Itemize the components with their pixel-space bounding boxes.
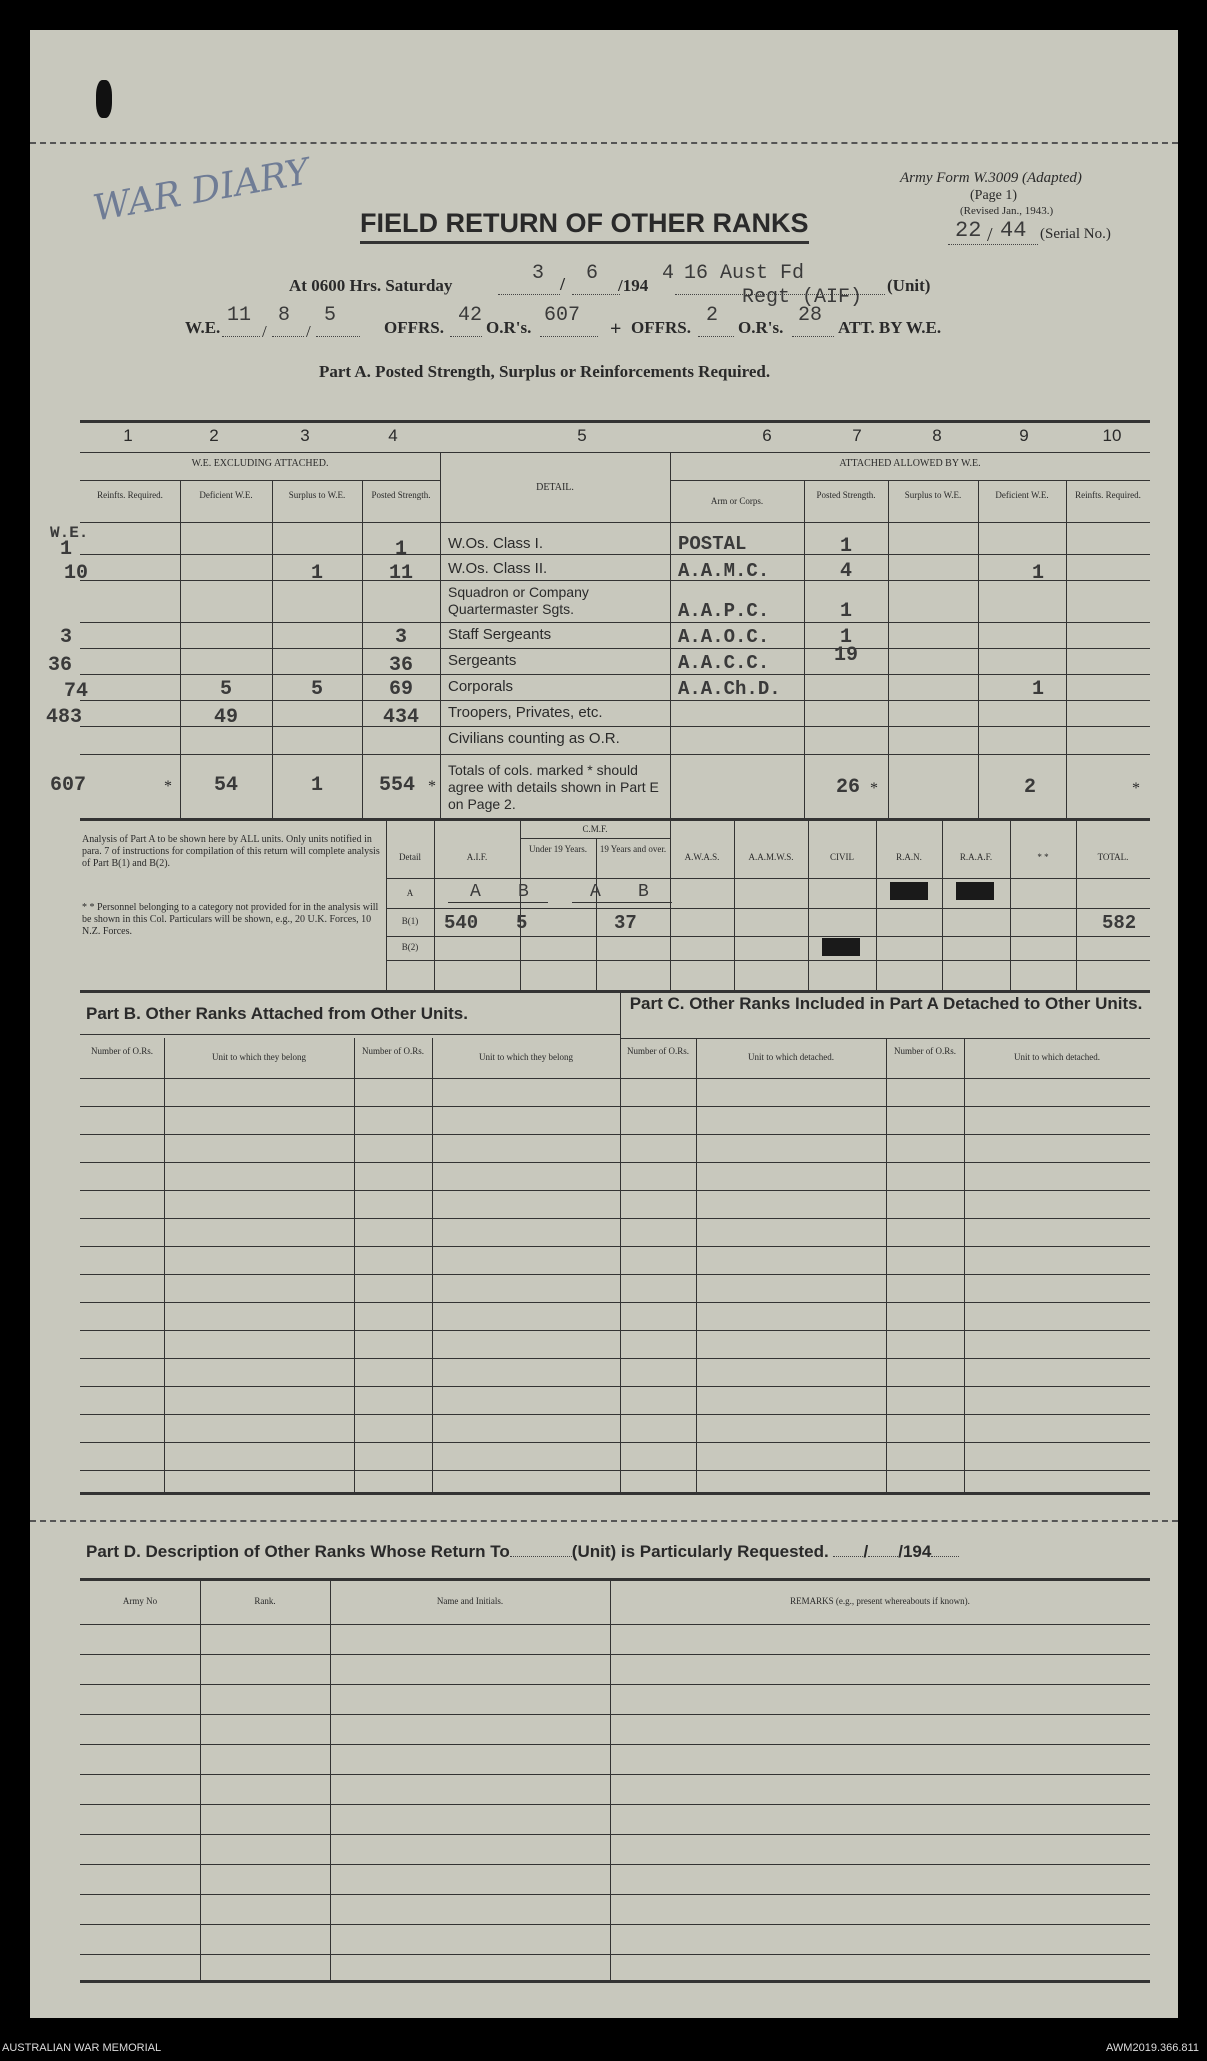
offrs2-line — [698, 336, 734, 337]
redaction-mark — [822, 938, 860, 956]
col-number: 3 — [300, 426, 310, 445]
analysis-vline — [942, 818, 943, 990]
table-row — [80, 1246, 1150, 1247]
col-number: 8 — [932, 426, 942, 445]
row-reinfts: 1 — [60, 538, 73, 561]
row-posted-att: 1 — [839, 535, 852, 558]
group-left-header: W.E. EXCLUDING ATTACHED. — [191, 458, 329, 469]
table-a-vline — [272, 480, 273, 818]
cmf-underline — [572, 902, 672, 903]
analysis-line — [520, 838, 670, 839]
table-row — [80, 1834, 1150, 1835]
d-vline — [330, 1578, 331, 1980]
row-reinfts: 10 — [64, 562, 89, 585]
row-detail: Troopers, Privates, etc. — [448, 704, 603, 721]
table-a-vline — [440, 452, 441, 818]
serial-b: 44 — [1000, 218, 1027, 243]
table-row — [80, 1414, 1150, 1415]
row-arm: A.A.Ch.D. — [678, 678, 781, 700]
table-row — [80, 1894, 1150, 1895]
col-number: 6 — [762, 426, 772, 445]
row-detail: W.Os. Class I. — [448, 535, 544, 552]
table-row — [80, 1190, 1150, 1191]
month-line — [572, 294, 620, 295]
d-top — [80, 1578, 1150, 1581]
row-arm: A.A.P.C. — [678, 600, 770, 622]
hdr-reinfts: Reinfts. Required. — [97, 490, 163, 500]
date-slash: / — [560, 274, 566, 294]
footer-archive: AUSTRALIAN WAR MEMORIAL — [2, 2042, 162, 2054]
raaf-header: R.A.A.F. — [959, 852, 993, 862]
analysis-vline — [434, 818, 435, 990]
col-number: 5 — [577, 426, 587, 445]
aamws-header: A.A.M.W.S. — [748, 852, 794, 862]
col-number: 10 — [1102, 426, 1122, 445]
table-row — [80, 1302, 1150, 1303]
d-header-bottom — [80, 1624, 1150, 1625]
row-label-b1: B(1) — [401, 916, 419, 926]
part-d-unit-blank — [510, 1556, 572, 1557]
part-b-title: Part B. Other Ranks Attached from Other Units. — [86, 1004, 468, 1023]
table-a-vline — [180, 480, 181, 818]
serial-line — [948, 244, 1038, 245]
row-posted-att: 4 — [839, 560, 852, 583]
ors2-line — [792, 336, 834, 337]
d-hdr-remarks: REMARKS (e.g., present whereabouts if known). — [790, 1596, 970, 1606]
table-a-line — [80, 674, 1150, 675]
row-label-b2: B(2) — [401, 942, 419, 952]
hdr-arm: Arm or Corps. — [710, 496, 764, 506]
b-hdr-unit: Unit to which they belong — [212, 1052, 306, 1062]
table-row — [80, 1954, 1150, 1955]
ran-header: R.A.N. — [896, 852, 922, 862]
d-vline — [610, 1578, 611, 1980]
analysis-vline — [386, 818, 387, 990]
col-number: 1 — [123, 426, 133, 445]
row-posted-att: 1 — [839, 600, 852, 623]
analysis-note-2: * * Personnel belonging to a category not provided for in the analysis will be shown in this Col. Particulars will be shown, e.g., 20 U.K. Forces, 10 N.Z. Forces. — [82, 902, 379, 937]
year-prefix: /194 — [618, 276, 649, 295]
total-deficient: 54 — [213, 774, 238, 797]
offrs-value: 42 — [458, 304, 483, 327]
aif-header: A.I.F. — [466, 852, 488, 862]
c-hdr-num-2: Number of O.Rs. — [894, 1046, 956, 1056]
part-d-title — [86, 1542, 959, 1562]
unit-label: (Unit) — [887, 276, 931, 295]
bc-line — [80, 1034, 620, 1035]
group-right-header: ATTACHED ALLOWED BY W.E. — [839, 458, 981, 469]
row-surplus: 5 — [310, 678, 323, 701]
col-number: 9 — [1019, 426, 1029, 445]
table-a-line — [80, 554, 1150, 555]
row-detail: Squadron or Company Quartermaster Sgts. — [448, 584, 589, 617]
hdr-posted: Posted Strength. — [371, 490, 431, 500]
punch-hole — [96, 80, 112, 118]
offrs2-value: 2 — [706, 304, 719, 327]
offrs2-label: OFFRS. — [631, 318, 691, 337]
table-a-line — [80, 648, 1150, 649]
aif-underline — [448, 902, 548, 903]
d-hdr-rank: Rank. — [254, 1596, 276, 1606]
ors-label: O.R's. — [486, 318, 532, 337]
row-arm: A.A.C.C. — [678, 652, 770, 674]
we-label: W.E. — [185, 318, 221, 337]
table-row — [80, 1470, 1150, 1471]
redaction-mark — [956, 882, 994, 900]
total-posted-att-star: * — [870, 780, 878, 797]
month-value: 6 — [586, 262, 599, 285]
plus-sign: + — [610, 318, 622, 340]
analysis-detail-header: Detail — [399, 852, 421, 862]
table-row — [80, 1386, 1150, 1387]
row-detail: Corporals — [448, 678, 514, 695]
table-row — [80, 1106, 1150, 1107]
row-detail: Civilians counting as O.R. — [448, 730, 620, 747]
ors-line — [540, 336, 598, 337]
table-a-line — [80, 480, 440, 481]
we-a: 11 — [227, 304, 252, 327]
footer-accession: AWM2019.366.811 — [1106, 2042, 1199, 2054]
awas-header: A.W.A.S. — [684, 852, 720, 862]
table-row — [80, 1864, 1150, 1865]
cmf-a-mark: A — [590, 882, 601, 902]
row-posted: 434 — [382, 706, 419, 729]
detail-header: DETAIL. — [536, 482, 574, 493]
aif-b-mark: B — [518, 882, 529, 902]
part-d-date-blank — [868, 1556, 898, 1557]
row-detail: Sergeants — [448, 652, 517, 669]
analysis-line — [386, 936, 1150, 937]
row-posted: 36 — [388, 654, 413, 677]
row-deficient-att: 1 — [1031, 678, 1044, 701]
perforation-line — [30, 142, 1178, 144]
table-row — [80, 1274, 1150, 1275]
table-row — [80, 1774, 1150, 1775]
table-row — [80, 1744, 1150, 1745]
bc-bottom — [80, 1492, 1150, 1495]
table-a-top — [80, 420, 1150, 423]
serial-a: 22 — [955, 218, 982, 243]
row-posted-att: 19 — [833, 644, 858, 667]
row-reinfts: 3 — [60, 626, 73, 649]
row-reinfts: 36 — [48, 654, 73, 677]
row-posted-att: 1 — [839, 626, 852, 649]
total-posted-star: * — [428, 778, 436, 795]
row-detail: W.Os. Class II. — [448, 560, 548, 577]
total-deficient-att: 2 — [1023, 776, 1036, 799]
bc-header-bottom — [80, 1078, 1150, 1079]
row-detail: Staff Sergeants — [448, 626, 552, 643]
table-a-line — [80, 818, 1150, 821]
revised-date: (Revised Jan., 1943.) — [960, 205, 1054, 217]
analysis-line — [386, 960, 1150, 961]
analysis-vline — [808, 818, 809, 990]
analysis-vline — [1076, 818, 1077, 990]
day-value: 3 — [532, 262, 545, 285]
table-a-line — [80, 754, 1150, 755]
year-digit: 4 — [662, 262, 675, 285]
total-posted: 554 — [378, 774, 415, 797]
d-hdr-army-no: Army No — [122, 1596, 158, 1606]
cmf-header: C.M.F. — [582, 824, 608, 834]
we-slash-1: / — [262, 322, 267, 341]
hdr-surplus-att: Surplus to W.E. — [904, 490, 962, 500]
table-a-vline — [1066, 480, 1067, 818]
perforation-line — [30, 1520, 1178, 1522]
civil-header: CIVIL — [830, 852, 854, 862]
row-reinfts: 74 — [64, 680, 89, 703]
col-number: 7 — [852, 426, 862, 445]
b1-aif-a: 540 — [444, 912, 479, 934]
at-label: At 0600 Hrs. Saturday — [289, 276, 453, 295]
offrs-line — [450, 336, 482, 337]
serial-slash: / — [987, 224, 993, 246]
total-header: TOTAL. — [1097, 852, 1129, 862]
hdr-posted-att: Posted Strength. — [816, 490, 876, 500]
analysis-vline — [596, 838, 597, 990]
table-row — [80, 1442, 1150, 1443]
table-a-line — [80, 522, 1150, 523]
part-d-title-b: (Unit) is Particularly Requested. — [571, 1542, 829, 1561]
part-a-title: Part A. Posted Strength, Surplus or Reinforcements Required. — [319, 362, 771, 381]
cmf-b-mark: B — [638, 882, 649, 902]
column-numbers — [80, 426, 1150, 446]
total-reinfts-att-star: * — [1132, 780, 1140, 797]
row-label-a: A — [406, 888, 414, 898]
serial-label: (Serial No.) — [1040, 226, 1111, 242]
b1-cmf: 37 — [614, 912, 637, 934]
part-c-title: Part C. Other Ranks Included in Part A Detached to Other Units. — [629, 994, 1143, 1013]
table-row — [80, 1162, 1150, 1163]
table-a-line — [80, 622, 1150, 623]
table-a-line — [670, 480, 1150, 481]
analysis-vline — [670, 818, 671, 990]
we-b: 8 — [278, 304, 291, 327]
b1-total: 582 — [1102, 912, 1137, 934]
row-posted: 69 — [388, 678, 413, 701]
d-vline — [200, 1578, 201, 1980]
day-line — [498, 294, 560, 295]
we-margin-label: W.E. — [50, 524, 89, 542]
table-row — [80, 1358, 1150, 1359]
under-19-header: Under 19 Years. — [529, 844, 587, 854]
table-a-line — [80, 452, 1150, 453]
part-d-date-blank — [931, 1556, 959, 1557]
analysis-vline — [734, 818, 735, 990]
total-reinfts: 607 — [50, 774, 87, 797]
redaction-mark — [890, 882, 928, 900]
total-surplus: 1 — [310, 774, 323, 797]
we-c: 5 — [324, 304, 337, 327]
b-hdr-num: Number of O.Rs. — [91, 1046, 153, 1056]
totals-note: Totals of cols. marked * should agree with details shown in Part E on Page 2. — [448, 762, 659, 812]
analysis-line — [386, 878, 1150, 879]
handwritten-war-diary: WAR DIARY — [90, 151, 313, 230]
table-a-vline — [978, 480, 979, 818]
ors2-value: 28 — [798, 304, 823, 327]
hdr-deficient: Deficient W.E. — [199, 490, 253, 500]
part-d-title-a: Part D. Description of Other Ranks Whose Return To — [86, 1542, 510, 1561]
part-d-title-d: /194 — [898, 1542, 932, 1561]
analysis-vline — [1010, 818, 1011, 990]
analysis-vline — [876, 818, 877, 990]
row-arm: POSTAL — [678, 533, 747, 555]
att-label: ATT. BY W.E. — [838, 318, 942, 337]
offrs-label: OFFRS. — [384, 318, 444, 337]
we-a-line — [222, 336, 260, 337]
hdr-deficient-att: Deficient W.E. — [995, 490, 1049, 500]
total-star: * — [164, 778, 172, 795]
hdr-surplus: Surplus to W.E. — [288, 490, 346, 500]
page-number: (Page 1) — [970, 188, 1018, 203]
bc-divider — [620, 990, 621, 1042]
unit-line-1: 16 Aust Fd — [684, 262, 805, 285]
ors2-label: O.R's. — [738, 318, 784, 337]
table-row — [80, 1134, 1150, 1135]
table-row — [80, 1684, 1150, 1685]
table-row — [80, 1804, 1150, 1805]
table-a-vline — [888, 480, 889, 818]
col-number: 4 — [388, 426, 398, 445]
part-d-title-c: / — [863, 1542, 869, 1561]
we-c-line — [316, 336, 360, 337]
form-page — [30, 30, 1178, 2018]
row-posted: 11 — [388, 562, 413, 585]
c-hdr-unit: Unit to which detached. — [748, 1052, 834, 1062]
part-d-date-blank — [833, 1556, 863, 1557]
row-deficient-att: 1 — [1031, 562, 1044, 585]
d-hdr-name: Name and Initials. — [436, 1596, 504, 1606]
page-title: FIELD RETURN OF OTHER RANKS — [360, 208, 809, 244]
hdr-reinfts-att: Reinfts. Required. — [1075, 490, 1141, 500]
row-arm: A.A.M.C. — [678, 560, 770, 582]
bc-line — [620, 1038, 1150, 1039]
table-row — [80, 1218, 1150, 1219]
row-arm: A.A.O.C. — [678, 626, 770, 648]
aif-a-mark: A — [470, 882, 481, 902]
total-posted-att: 26 — [835, 776, 860, 799]
table-a-vline — [670, 452, 671, 818]
row-surplus: 1 — [310, 562, 323, 585]
row-posted: 1 — [394, 538, 407, 561]
analysis-line — [386, 908, 1150, 909]
we-b-line — [272, 336, 304, 337]
row-reinfts: 483 — [46, 706, 83, 729]
d-bottom — [80, 1980, 1150, 1983]
b-hdr-num-2: Number of O.Rs. — [362, 1046, 424, 1056]
col-number: 2 — [209, 426, 219, 445]
analysis-note: Analysis of Part A to be shown here by ALL units. Only units notified in para. 7 of instructions for compilation of this return will complete analysis of Part B(1) and B(2). — [82, 834, 380, 869]
other-header: * * — [1037, 852, 1049, 862]
table-row — [80, 1924, 1150, 1925]
b1-aif-b: 5 — [516, 912, 528, 934]
c-hdr-num: Number of O.Rs. — [627, 1046, 689, 1056]
unit-line-2: Regt (AIF) — [742, 286, 863, 309]
table-row — [80, 1654, 1150, 1655]
over-19-header: 19 Years and over. — [599, 844, 667, 854]
row-deficient: 5 — [219, 678, 232, 701]
table-row — [80, 1714, 1150, 1715]
c-hdr-unit-2: Unit to which detached. — [1014, 1052, 1100, 1062]
table-a-vline — [362, 480, 363, 818]
ors-value: 607 — [544, 304, 581, 327]
form-id: Army Form W.3009 (Adapted) — [900, 170, 1082, 186]
we-slash-2: / — [306, 322, 311, 341]
b-hdr-unit-2: Unit to which they belong — [479, 1052, 573, 1062]
analysis-bottom — [80, 990, 1150, 993]
table-row — [80, 1330, 1150, 1331]
row-deficient: 49 — [213, 706, 238, 729]
row-posted: 3 — [394, 626, 407, 649]
